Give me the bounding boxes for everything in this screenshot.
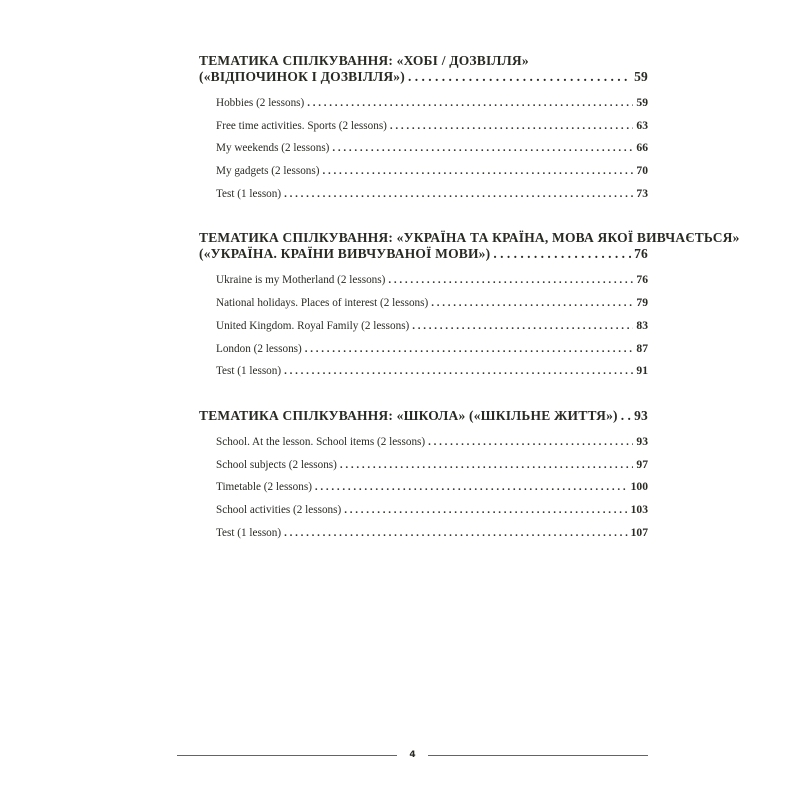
toc-entry[interactable] — [216, 95, 648, 118]
entry-page-number: 63 — [636, 118, 648, 132]
entry-title: United Kingdom. Royal Family (2 lessons) — [216, 319, 410, 332]
entry-page-number: 83 — [636, 318, 648, 332]
entry-page-number: 97 — [636, 457, 648, 471]
page-footer — [177, 745, 648, 765]
section-page-number: 59 — [634, 69, 648, 84]
entry-title: School. At the lesson. School items (2 lessons) — [216, 435, 426, 448]
section-items — [199, 272, 648, 385]
section-page-number: 76 — [634, 246, 648, 262]
dot-leader — [493, 246, 631, 262]
section-heading-line1: ТЕМАТИКА СПІЛКУВАННЯ: «ХОБІ / ДОЗВІЛЛЯ» — [199, 53, 529, 68]
entry-title: Timetable (2 lessons) — [216, 481, 312, 494]
footer-rule-right — [428, 755, 648, 756]
dot-leader — [284, 363, 633, 379]
dot-leader — [284, 186, 633, 202]
toc-entry[interactable] — [216, 363, 648, 386]
entry-title: Hobbies (2 lessons) — [216, 97, 305, 109]
section-heading-line: ТЕМАТИКА СПІЛКУВАННЯ: «ШКОЛА» («ШКІЛЬНЕ ЖИТТЯ») — [199, 407, 618, 423]
toc-entry[interactable] — [216, 525, 648, 548]
section-heading-line2: («ВІДПОЧИНОК І ДОЗВІЛЛЯ») — [199, 69, 405, 84]
toc-entry[interactable] — [216, 318, 648, 341]
entry-page-number: 107 — [630, 525, 648, 539]
section-heading[interactable] — [199, 53, 648, 85]
section-heading-row — [199, 246, 648, 262]
entry-title: London (2 lessons) — [216, 342, 302, 355]
entry-page-number: 93 — [636, 434, 648, 448]
section-heading[interactable] — [199, 408, 648, 424]
entry-title: Test (1 lesson) — [216, 365, 282, 378]
toc-entry[interactable] — [216, 434, 648, 457]
dot-leader — [315, 479, 628, 495]
section-heading-row — [199, 69, 648, 85]
dot-leader — [284, 525, 628, 541]
entry-title: Test (1 lesson) — [216, 187, 282, 200]
section-heading-line2: («УКРАЇНА. КРАЇНИ ВИВЧУВАНОЇ МОВИ») — [199, 246, 491, 262]
entry-title: Ukraine is my Motherland (2 lessons) — [216, 274, 386, 287]
dot-leader — [322, 163, 633, 179]
section-heading-row — [199, 408, 648, 424]
section-page-number: 93 — [634, 407, 648, 423]
entry-title: My weekends (2 lessons) — [216, 142, 330, 155]
toc-entry[interactable] — [216, 295, 648, 318]
footer-rule-left — [177, 755, 397, 756]
entry-page-number: 70 — [636, 164, 648, 178]
entry-title: National holidays. Places of interest (2 lessons) — [216, 297, 429, 310]
entry-title: My gadgets (2 lessons) — [216, 165, 320, 178]
dot-leader — [412, 318, 633, 334]
entry-page-number: 87 — [636, 341, 648, 355]
entry-title: School activities (2 lessons) — [216, 503, 342, 516]
toc-entry[interactable] — [216, 163, 648, 186]
entry-title: Free time activities. Sports (2 lessons) — [216, 119, 387, 132]
toc-section — [199, 230, 740, 385]
entry-page-number: 79 — [636, 296, 648, 310]
entry-page-number: 100 — [630, 480, 648, 494]
entry-page-number: 91 — [636, 364, 648, 378]
dot-leader — [344, 502, 627, 518]
entry-page-number: 66 — [636, 141, 648, 155]
toc-entry[interactable] — [216, 457, 648, 480]
dot-leader — [388, 272, 633, 288]
dot-leader — [408, 69, 631, 85]
entry-page-number: 73 — [636, 186, 648, 200]
table-of-contents — [199, 53, 740, 569]
toc-entry[interactable] — [216, 479, 648, 502]
section-items — [199, 434, 648, 547]
toc-entry[interactable] — [216, 272, 648, 295]
footer-page-number: 4 — [409, 750, 416, 760]
toc-entry[interactable] — [216, 186, 648, 209]
section-heading[interactable] — [199, 230, 740, 262]
dot-leader — [390, 118, 634, 134]
dot-leader — [305, 341, 634, 357]
entry-page-number: 103 — [630, 502, 648, 516]
dot-leader — [307, 95, 633, 111]
dot-leader — [340, 457, 634, 473]
toc-entry[interactable] — [216, 140, 648, 163]
toc-entry[interactable] — [216, 341, 648, 364]
toc-section — [199, 53, 648, 208]
entry-page-number: 76 — [636, 273, 648, 287]
entry-title: Test (1 lesson) — [216, 526, 282, 539]
toc-entry[interactable] — [216, 118, 648, 141]
entry-page-number: 59 — [636, 96, 648, 109]
dot-leader — [332, 140, 633, 156]
toc-section — [199, 408, 648, 547]
toc-entry[interactable] — [216, 502, 648, 525]
section-items — [199, 95, 648, 208]
section-heading-line1: ТЕМАТИКА СПІЛКУВАННЯ: «УКРАЇНА ТА КРАЇНА, МОВА ЯКОЇ ВИВЧАЄТЬСЯ» — [199, 230, 740, 246]
dot-leader — [428, 434, 633, 450]
dot-leader — [431, 295, 633, 311]
entry-title: School subjects (2 lessons) — [216, 458, 337, 471]
dot-leader — [621, 408, 631, 424]
